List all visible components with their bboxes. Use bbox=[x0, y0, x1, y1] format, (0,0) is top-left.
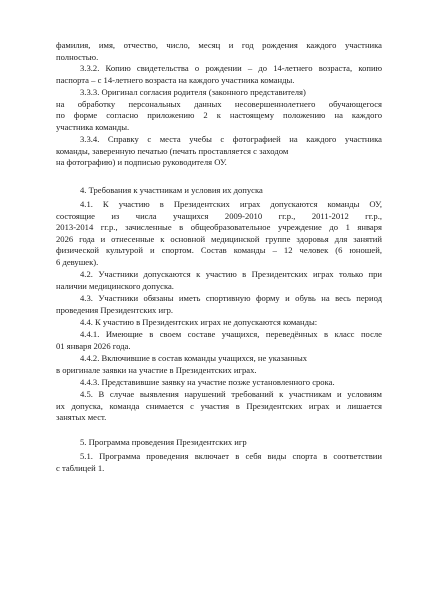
paragraph-3-3-3 bbox=[56, 87, 382, 133]
paragraph-4-1 bbox=[56, 199, 382, 268]
text-line: проведения Президентских игр. bbox=[56, 304, 174, 315]
text-line: 2026 года и отнесенные к основной медицинской группе здоровья для занятий bbox=[56, 233, 382, 244]
text-line: наличии медицинского допуска. bbox=[56, 280, 174, 291]
text-line: на обработку персональных данных несовершеннолетнего обучающегося bbox=[56, 98, 382, 109]
text-line: занятых мест. bbox=[56, 412, 107, 422]
paragraph-4-3 bbox=[56, 293, 382, 316]
text-line: 5.1. Программа проведения включает в себя виды спорта в соответствии bbox=[80, 451, 382, 461]
text-line: паспорта – с 14-летнего возраста на каждого участника команды. bbox=[56, 74, 295, 85]
section-heading: 5. Программа проведения Президентских игр bbox=[80, 437, 247, 447]
paragraph-3-3-4 bbox=[56, 134, 382, 169]
paragraph-4-5 bbox=[56, 389, 382, 424]
paragraph-4-4 bbox=[56, 317, 382, 329]
text-line: участника команды. bbox=[56, 121, 130, 132]
text-line: в оригинале заявки на участие в Президентских играх. bbox=[56, 364, 257, 375]
section-heading: 4. Требования к участникам и условия их допуска bbox=[80, 185, 263, 195]
text-line: фамилия, имя, отчество, число, месяц и год рождения каждого участника bbox=[56, 40, 382, 50]
text-line: их допуска, команда снимается с участия в Президентских играх и лишается bbox=[56, 400, 382, 411]
paragraph-4-4-3 bbox=[56, 377, 382, 389]
text-line: по форме согласно приложению 2 к настоящему положению на каждого bbox=[56, 110, 382, 120]
text-line: 4.5. В случае выявления нарушений требований к участникам и условиям bbox=[80, 389, 382, 399]
paragraph-4-2 bbox=[56, 269, 382, 292]
text-line: состоящие из числа учащихся 2009-2010 гг.р., 2011-2012 гг.р., bbox=[56, 210, 382, 221]
section-4-heading bbox=[56, 185, 382, 197]
text-line: 2013-2014 гг.р., зачисленные в общеобразовательное учреждение до 1 января bbox=[56, 222, 382, 232]
section-5-heading bbox=[56, 437, 382, 449]
text-line: 01 января 2026 года. bbox=[56, 340, 131, 351]
text-line: 4.4.2. Включившие в состав команды учащихся, не указанных bbox=[80, 353, 308, 363]
text-line: команды, заверенную печатью (печать проставляется с заходом bbox=[56, 145, 289, 156]
text-line: с таблицей 1. bbox=[56, 462, 105, 473]
text-line: 4.3. Участники обязаны иметь спортивную форму и обувь на весь период bbox=[80, 293, 382, 303]
text-line: 4.4.1. Имеющие в своем составе учащихся, переведённых в класс после bbox=[80, 329, 382, 339]
paragraph-3-3-1-tail bbox=[56, 40, 382, 63]
text-line: 4.2. Участники допускаются к участию в Президентских играх только при bbox=[80, 269, 382, 279]
paragraph-4-4-2 bbox=[56, 353, 382, 376]
text-line: на фотографию) и подписью руководителя ОУ. bbox=[56, 157, 227, 167]
text-line: 3.3.2. Копию свидетельства о рождении – до 14-летнего возраста, копию bbox=[80, 63, 382, 73]
text-line: 3.3.4. Справку с места учебы с фотографией на каждого участника bbox=[80, 134, 382, 144]
text-line: физической культурой и спортом. Состав команды – 12 человек (6 юношей, bbox=[56, 245, 382, 255]
paragraph-3-3-2 bbox=[56, 63, 382, 86]
text-line: 4.4.3. Представившие заявку на участие позже установленного срока. bbox=[80, 377, 335, 387]
text-line: полностью. bbox=[56, 51, 99, 62]
text-line: 6 девушек). bbox=[56, 256, 99, 267]
text-line: 3.3.3. Оригинал согласия родителя (законного представителя) bbox=[80, 87, 306, 97]
paragraph-5-1 bbox=[56, 451, 382, 474]
paragraph-4-4-1 bbox=[56, 329, 382, 352]
text-line: 4.4. К участию в Президентских играх не допускаются команды: bbox=[80, 317, 318, 327]
text-line: 4.1. К участию в Президентских играх допускаются команды ОУ, bbox=[80, 199, 382, 209]
